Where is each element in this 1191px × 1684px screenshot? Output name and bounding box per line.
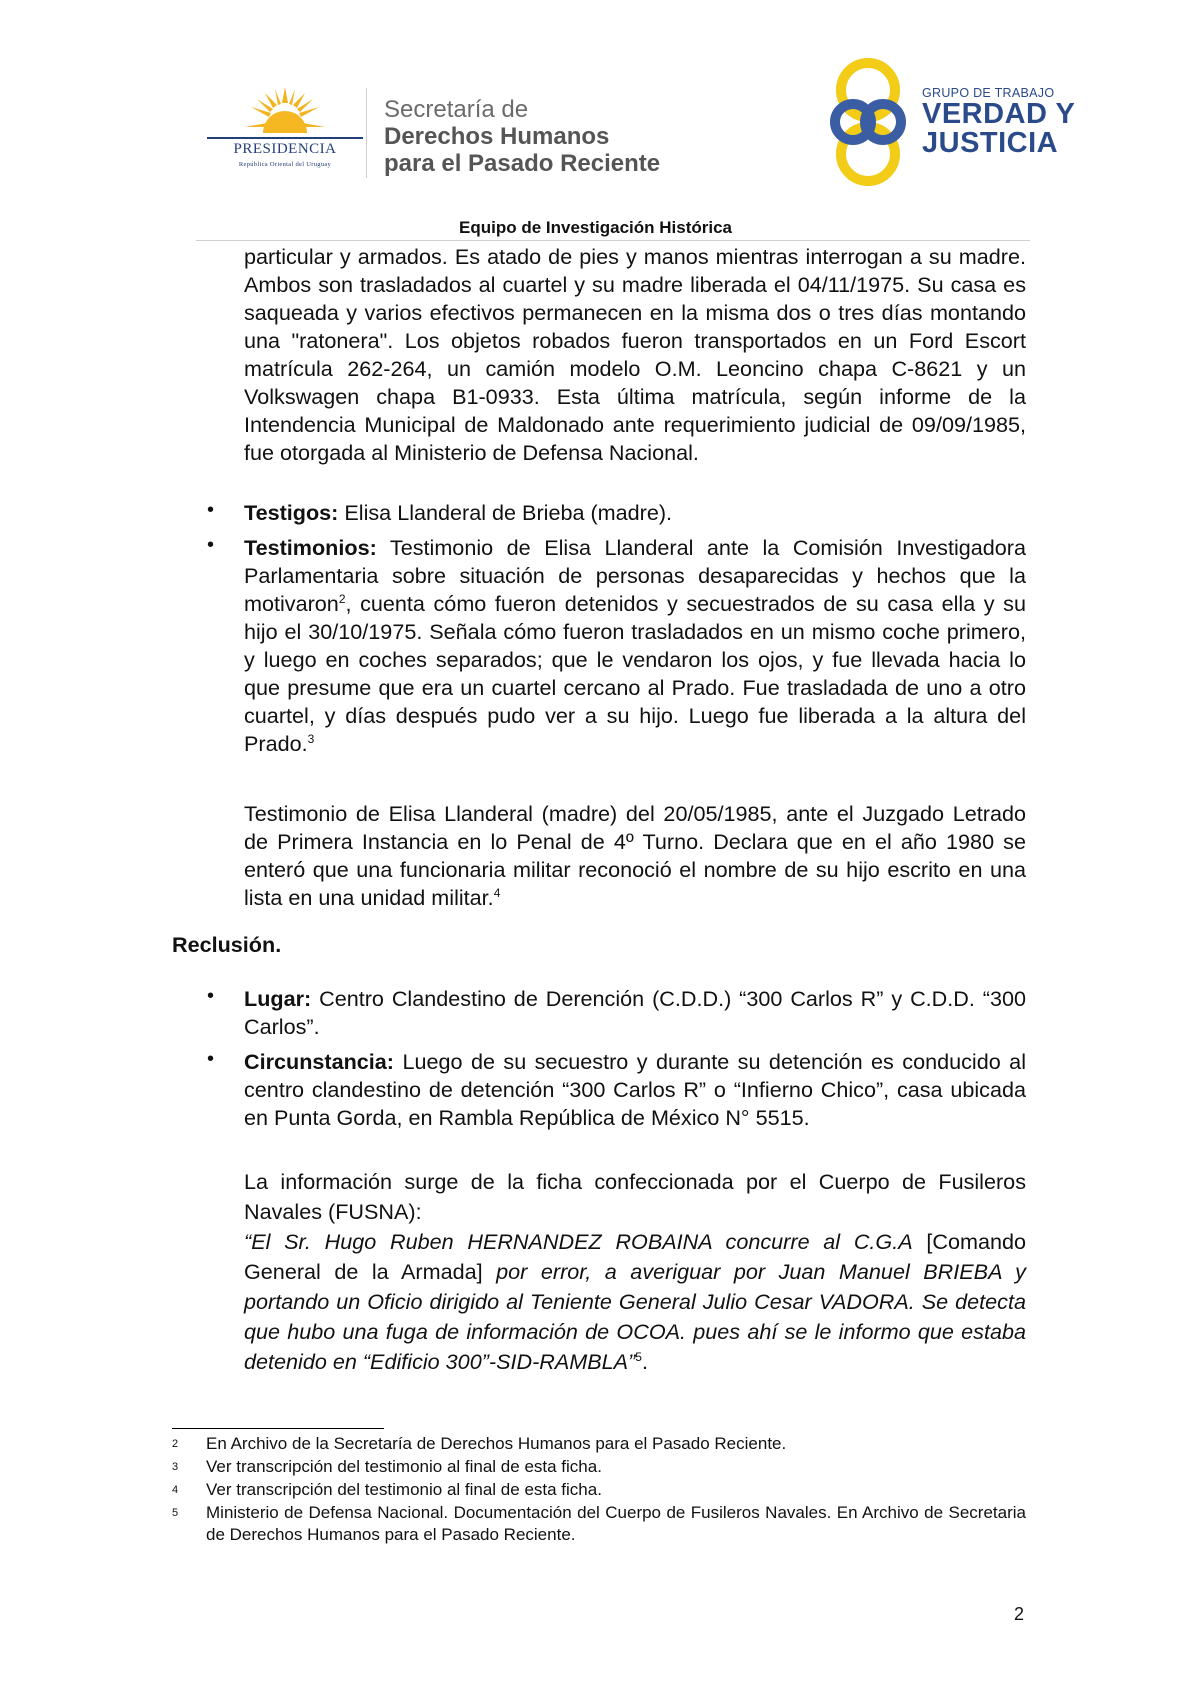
lugar-item [244, 985, 1026, 1041]
reclusion-heading: Reclusión. [172, 932, 282, 957]
grupo-trabajo-text [922, 86, 1075, 158]
quote-part-a: “El Sr. Hugo Ruben HERNANDEZ ROBAINA concurre al C.G.A [244, 1229, 913, 1254]
footnote-ref-5: 5 [635, 1349, 642, 1364]
testimonios-label: Testimonios: [244, 535, 377, 560]
continuation-paragraph: particular y armados. Es atado de pies y manos mientras interrogan a su madre. Ambos son trasladados al cuartel y su madre liberada el 04/11/1975. Su casa es saqueada y varios efectivos permanecen en la misma dos o tres días montando una "ratonera". Los objetos robados fueron transportados en un Ford Escort matrícula 262-264, un camión modelo O.M. Leoncino chapa C-8621 y un Volkswagen chapa B1-0933. Esta última matrícula, según informe de la Intendencia Municipal de Maldonado ante requerimiento judicial de 09/09/1985, fue otorgada al Ministerio de Defensa Nacional. [244, 244, 1026, 465]
footnote-number: 4 [172, 1484, 179, 1496]
lugar-label: Lugar: [244, 986, 312, 1011]
presidencia-subtitle: República Oriental del Uruguay [238, 161, 332, 168]
quote-end: . [641, 1349, 648, 1374]
gt-small-label: GRUPO DE TRABAJO [922, 86, 1055, 100]
footnote-ref-3: 3 [307, 731, 315, 746]
footnote-number: 5 [172, 1507, 179, 1519]
sun-emblem-icon [243, 85, 327, 137]
secretaria-line-3: para el Pasado Reciente [384, 150, 661, 177]
footnote-ref-4: 4 [493, 885, 501, 900]
footnote-ref-2: 2 [338, 591, 346, 606]
footnote-rule [172, 1428, 384, 1429]
quote-part-b: [Comando General de la Armada] [244, 1229, 1026, 1284]
testimonios-para2-text: Testimonio de Elisa Llanderal (madre) del 20/05/1985, ante el Juzgado Letrado de Primera Instancia en lo Penal de 4º Turno. Declara que en el año 1980 se enteró que una funcionaria militar reconoció el nombre de su hijo escrito en una lista en una unidad militar. [244, 801, 1026, 910]
footnote-text: En Archivo de la Secretaría de Derechos Humanos para el Pasado Reciente. [206, 1434, 787, 1453]
footnote-number: 3 [172, 1461, 179, 1473]
secretaria-line-2: Derechos Humanos [384, 123, 610, 150]
bullet-testigos: • [207, 499, 215, 521]
testigos-text: Elisa Llanderal de Brieba (madre). [338, 500, 673, 525]
header-title: Equipo de Investigación Histórica [459, 218, 732, 237]
bullet-lugar: • [207, 985, 215, 1007]
footnote-text: Ver transcripción del testimonio al final de esta ficha. [206, 1457, 602, 1476]
circunstancia-label: Circunstancia: [244, 1049, 394, 1074]
bullet-testimonios: • [207, 534, 215, 556]
fusna-quote [244, 1227, 1026, 1377]
footnote-number: 2 [172, 1438, 179, 1450]
presidencia-logo [205, 85, 365, 175]
gt-title-2: JUSTICIA [922, 127, 1059, 159]
testimonios-text-b: , cuenta cómo fueron detenidos y secuestrados de su casa ella y su hijo el 30/10/1975. Señala cómo fueron trasladados en un mismo coche primero, y luego en coches separados; que le vendaron los ojos, y fue llevada hacia lo que presume que era un cuartel cercano al Prado. Fue trasladada de uno a otro cuartel, y días después pudo ver a su hijo. Luego fue liberada a la altura del Prado. [244, 591, 1026, 756]
circunstancia-paragraph-2: La información surge de la ficha confeccionada por el Cuerpo de Fusileros Navales (FUSNA): [244, 1169, 1026, 1224]
testimonios-text-a: Testimonio de Elisa Llanderal ante la Comisión Investigadora Parlamentaria sobre situación de personas desaparecidas y hechos que la motivaron [244, 535, 1026, 616]
secretaria-logo-text [384, 96, 660, 177]
header-rule [196, 240, 1030, 241]
secretaria-line-1: Secretaría de [384, 96, 529, 123]
testimonios-item [244, 534, 1026, 758]
quote-part-c: por error, a averiguar por Juan Manuel BRIEBA y portando un Oficio dirigido al Teniente General Julio Cesar VADORA. Se detecta que hubo una fuga de información de OCOA. pues ahí se le informo que estaba detenido en “Edificio 300”-SID-RAMBLA” [244, 1259, 1026, 1374]
grupo-trabajo-logo-icon [823, 58, 913, 186]
presidencia-name: PRESIDENCIA [233, 141, 337, 157]
gt-title-1: VERDAD Y [922, 98, 1076, 130]
bullet-circunstancia: • [207, 1048, 215, 1070]
testimonios-paragraph-2 [244, 800, 1026, 912]
presidencia-rule [207, 137, 363, 139]
circunstancia-item [244, 1048, 1026, 1132]
circunstancia-text: Luego de su secuestro y durante su detención es conducido al centro clandestino de detención “300 Carlos R” o “Infierno Chico”, casa ubicada en Punta Gorda, en Rambla República de México N° 5515. [244, 1049, 1026, 1130]
footnote-text: Ver transcripción del testimonio al final de esta ficha. [206, 1480, 602, 1499]
footnote-text: Ministerio de Defensa Nacional. Documentación del Cuerpo de Fusileros Navales. En Archivo de Secretaria de Derechos Humanos para el Pasado Reciente. [206, 1503, 1026, 1544]
lugar-text: Centro Clandestino de Derención (C.D.D.) “300 Carlos R” y C.D.D. “300 Carlos”. [244, 986, 1026, 1039]
testigos-label: Testigos: [244, 500, 339, 525]
header-divider [366, 88, 367, 178]
page-number: 2 [1014, 1604, 1025, 1624]
testigos-item [244, 499, 1026, 527]
